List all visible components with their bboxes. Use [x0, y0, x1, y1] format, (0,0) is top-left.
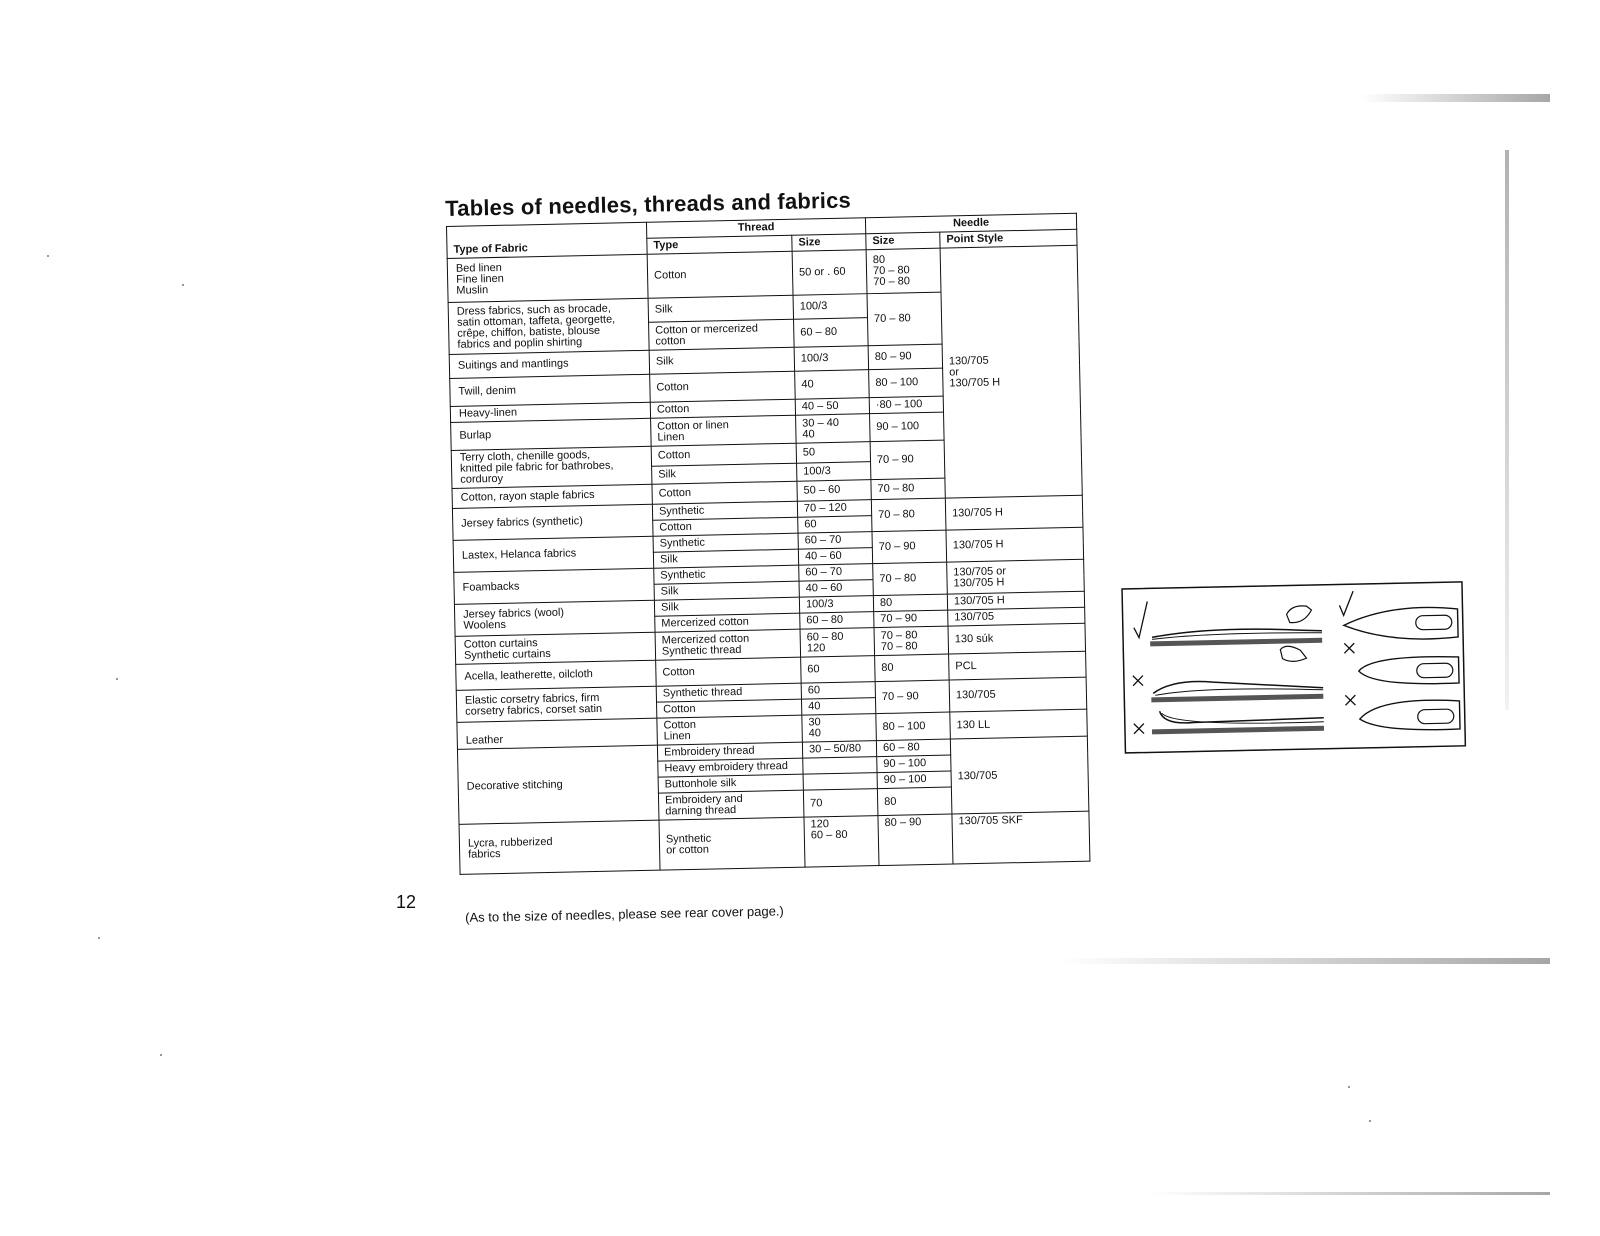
needle-size-cell: 80: [873, 594, 947, 612]
header-needle-size: Size: [866, 232, 940, 250]
needle-size-cell: 90 – 100: [877, 755, 951, 773]
fabric-cell: Twill, denim: [450, 374, 651, 406]
speck: [98, 937, 100, 939]
needle-point-illustration: [1121, 581, 1467, 759]
thread-type-cell: Cotton: [650, 371, 796, 402]
thread-size-cell: 70: [803, 789, 878, 818]
thread-size-cell: 30 40: [802, 714, 877, 743]
thread-type-cell: Synthetic or cotton: [659, 817, 805, 870]
thread-type-cell: Cotton: [656, 657, 802, 686]
thread-type-cell: Cotton or mercerized cotton: [649, 319, 795, 350]
thread-type-cell: Mercerized cotton Synthetic thread: [655, 629, 801, 660]
needle-thread-fabric-table-wrap: [446, 213, 1090, 875]
scan-edge-bottom: [1150, 1192, 1550, 1195]
needle-size-cell: 80 70 – 80 70 – 80: [866, 248, 941, 294]
thread-size-cell: 60 – 80: [800, 612, 874, 630]
needle-size-cell: 70 – 80: [873, 562, 948, 596]
header-thread-type: Type: [647, 235, 792, 254]
thread-size-cell: 40 – 60: [798, 548, 872, 566]
thread-size-cell: 40 – 60: [799, 580, 873, 598]
thread-size-cell: 60 – 70: [798, 532, 872, 550]
point-style-cell: 130/705: [949, 677, 1087, 712]
point-style-cell: PCL: [949, 651, 1087, 680]
footnote: (As to the size of needles, please see rear cover page.): [465, 903, 784, 925]
point-style-cell: 130/705 H: [945, 495, 1083, 530]
needle-icon: [1153, 679, 1323, 695]
needle-size-cell: 80 – 90: [868, 344, 942, 370]
needle-eye-icon: [1343, 607, 1458, 641]
scan-edge-middle: [1060, 958, 1550, 964]
thread-size-cell: 60 – 70: [799, 564, 873, 582]
thread-size-cell: 60: [801, 656, 876, 684]
needle-size-cell: 70 – 90: [875, 680, 950, 714]
header-fabric: Type of Fabric: [447, 222, 648, 258]
thread-size-cell: [803, 773, 877, 791]
thread-type-cell: Synthetic: [654, 565, 799, 584]
thread-type-cell: Cotton or linen Linen: [651, 415, 797, 446]
thread-size-cell: 60: [798, 516, 872, 534]
fabric-cell: Burlap: [451, 418, 652, 450]
point-style-cell: 130/705: [948, 607, 1085, 626]
fabric-cell: Decorative stitching: [457, 745, 659, 824]
header-point-style: Point Style: [940, 229, 1077, 248]
scan-edge-top: [1360, 94, 1550, 102]
fabric-cell: Jersey fabrics (wool) Woolens: [454, 600, 655, 636]
thread-type-cell: Synthetic: [653, 533, 798, 552]
fabric-layer-icon: [1152, 726, 1324, 735]
speck: [182, 284, 184, 286]
thread-type-cell: Silk: [648, 295, 793, 322]
needle-size-cell: 80: [875, 654, 950, 682]
thread-type-cell: Cotton: [650, 399, 795, 418]
thread-size-cell: [803, 757, 877, 775]
fabric-cell: Dress fabrics, such as brocade, satin ottoman, taffeta, georgette, crêpe, chiffon, batiste, blouse fabrics and poplin shirting: [448, 298, 649, 354]
fabric-cell: Bed linen Fine linen Muslin: [447, 254, 648, 302]
thread-type-cell: Cotton: [657, 699, 802, 718]
thread-size-cell: 50: [796, 442, 870, 464]
page-number: 12: [396, 892, 417, 912]
thread-size-cell: 100/3: [794, 346, 868, 372]
thread-size-cell: 40: [795, 370, 870, 400]
thread-type-cell: Buttonhole silk: [658, 774, 803, 793]
cross-mark-icon: [1133, 676, 1143, 686]
point-style-cell: 130/705 H: [946, 527, 1084, 562]
needle-size-cell: 70 – 80 70 – 80: [874, 626, 949, 656]
speck: [116, 678, 118, 680]
point-style-cell: 130/705 H: [947, 591, 1084, 610]
thread-size-cell: 50 – 60: [797, 480, 871, 502]
thread-type-cell: Cotton: [647, 251, 793, 298]
needle-thread-fabric-table: [446, 213, 1090, 875]
thread-size-cell: 60: [801, 682, 875, 700]
needle-eye-icon: [1359, 700, 1460, 732]
header-needle: Needle: [865, 213, 1076, 233]
needle-eye-icon: [1359, 656, 1460, 685]
fabric-cell: Cotton, rayon staple fabrics: [452, 484, 652, 508]
fabric-cell: Acella, leatherette, oilcloth: [456, 660, 657, 690]
thread-size-cell: 100/3: [797, 462, 871, 482]
thread-type-cell: Embroidery thread: [657, 742, 802, 761]
page-title: Tables of needles, threads and fabrics: [445, 187, 852, 221]
needle-illustration-svg: [1121, 581, 1466, 754]
needle-size-cell: 70 – 90: [872, 530, 947, 564]
thread-size-cell: 60 – 80: [794, 318, 869, 348]
point-style-cell: 130/705 or 130/705 H: [940, 245, 1082, 498]
speck: [1369, 1120, 1371, 1122]
point-style-cell: 130/705 or 130/705 H: [947, 559, 1085, 594]
needle-size-cell: 70 – 80: [867, 292, 942, 346]
point-style-cell: 130/705: [950, 736, 1089, 814]
needle-size-cell: 70 – 90: [870, 440, 945, 480]
thread-size-cell: 40: [801, 698, 875, 716]
needle-size-cell: 80 – 100: [869, 368, 944, 398]
thread-size-cell: 70 – 120: [797, 500, 871, 518]
thread-type-cell: Silk: [654, 581, 799, 600]
point-style-cell: 130 súk: [948, 623, 1086, 654]
fabric-cell: Foambacks: [454, 568, 655, 604]
thread-type-cell: Cotton: [653, 517, 798, 536]
cross-mark-icon: [1345, 695, 1355, 705]
fabric-layer-icon: [1150, 638, 1322, 647]
scan-edge-right: [1505, 150, 1509, 710]
check-mark-icon: [1339, 591, 1353, 615]
needle-size-cell: 80: [877, 787, 952, 816]
thread-type-cell: Silk: [649, 347, 794, 374]
speck: [1348, 1086, 1350, 1088]
needle-size-cell: ·80 – 100: [869, 396, 943, 414]
needle-size-cell: 70 – 80: [871, 478, 945, 500]
thread-size-cell: 40 – 50: [795, 398, 869, 416]
needle-size-cell: 60 – 80: [876, 739, 950, 757]
thread-size-cell: 100/3: [793, 294, 867, 320]
needle-size-cell: 70 – 90: [874, 610, 948, 628]
thread-type-cell: Cotton: [651, 443, 796, 466]
point-style-cell: 130/705 SKF: [952, 811, 1090, 864]
fabric-cell: Leather: [457, 718, 658, 749]
thread-type-cell: Synthetic: [652, 501, 797, 520]
thread-size-cell: 30 – 40 40: [796, 414, 871, 444]
header-thread-size: Size: [792, 234, 866, 252]
thread-size-cell: 60 – 80 120: [800, 628, 875, 658]
cross-mark-icon: [1344, 643, 1354, 653]
thread-type-cell: Embroidery and darning thread: [658, 790, 804, 820]
fabric-cell: Suitings and mantlings: [449, 350, 649, 378]
fabric-cell: Heavy-linen: [450, 402, 650, 422]
needle-icon: [1160, 708, 1324, 726]
needle-icon: [1152, 628, 1322, 640]
thread-size-cell: 30 – 50/80: [802, 741, 876, 759]
fabric-layer-icon: [1151, 694, 1323, 703]
thread-type-cell: Mercerized cotton: [655, 613, 800, 632]
needle-size-cell: 90 – 100: [870, 412, 945, 442]
needle-size-cell: 80 – 90: [878, 814, 953, 866]
thread-size-cell: 120 60 – 80: [804, 816, 879, 868]
point-style-cell: 130 LL: [950, 709, 1088, 739]
fabric-cell: Lycra, rubberized fabrics: [459, 820, 660, 874]
thread-type-cell: Silk: [652, 463, 797, 484]
speck: [47, 255, 49, 257]
needle-size-cell: 90 – 100: [877, 771, 951, 789]
speck: [160, 1054, 162, 1056]
needle-size-cell: 80 – 100: [876, 712, 951, 741]
cross-mark-icon: [1134, 724, 1144, 734]
thread-type-cell: Cotton Linen: [657, 715, 803, 745]
thread-type-cell: Silk: [653, 549, 798, 568]
thread-type-cell: Heavy embroidery thread: [658, 758, 803, 777]
check-mark-icon: [1133, 601, 1148, 637]
thread-type-cell: Silk: [654, 597, 799, 616]
fabric-cell: Lastex, Helanca fabrics: [453, 536, 654, 572]
thread-type-cell: Synthetic thread: [656, 683, 801, 702]
fabric-cell: Jersey fabrics (synthetic): [452, 504, 653, 540]
thread-type-cell: Cotton: [652, 481, 797, 504]
thread-size-cell: 50 or . 60: [792, 250, 867, 296]
thread-size-cell: 100/3: [799, 596, 873, 614]
header-thread: Thread: [646, 218, 865, 239]
needle-size-cell: 70 – 80: [871, 498, 946, 532]
fabric-cell: Cotton curtains Synthetic curtains: [455, 632, 656, 664]
fabric-cell: Elastic corsetry fabrics, firm corsetry fabrics, corset satin: [456, 686, 657, 722]
fabric-cell: Terry cloth, chenille goods, knitted pile fabric for bathrobes, corduroy: [451, 446, 652, 488]
